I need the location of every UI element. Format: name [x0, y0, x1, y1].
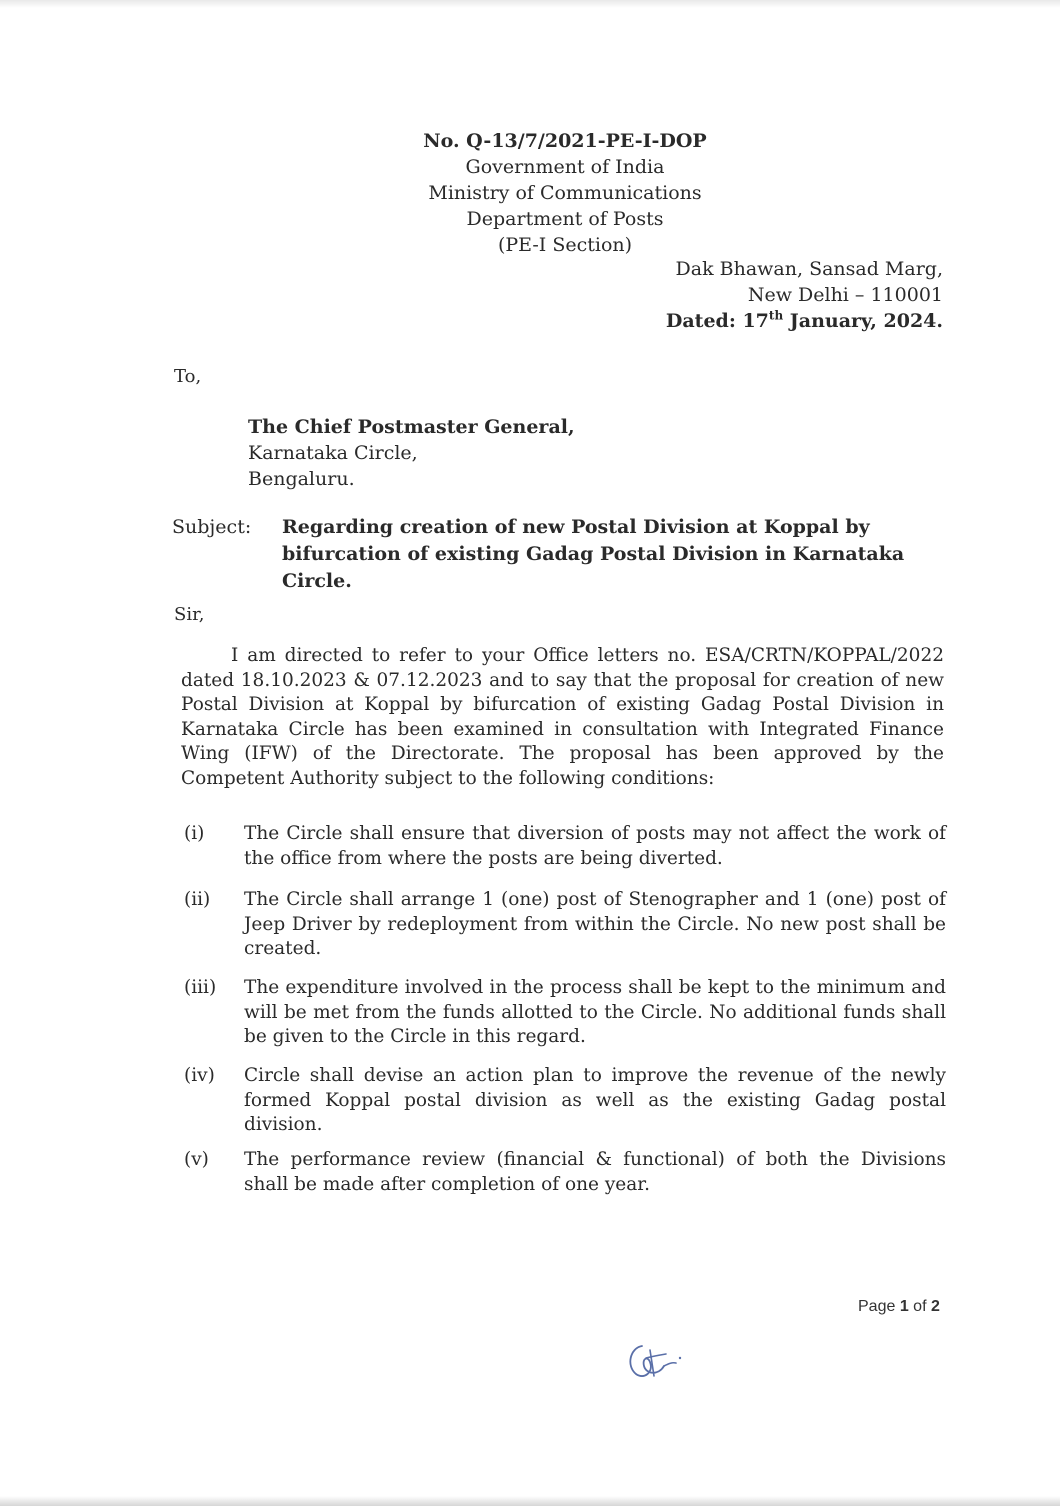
condition-number: (ii): [184, 889, 211, 910]
file-number: No. Q-13/7/2021-PE-I-DOP: [423, 130, 707, 152]
page-total: 2: [930, 1298, 940, 1315]
header-government: Government of India: [465, 156, 665, 178]
salutation-sir: Sir,: [174, 604, 205, 625]
date-prefix: Dated: 17: [665, 310, 769, 332]
date-superscript: th: [768, 308, 784, 323]
condition-text: The performance review (financial & functional) of both the Divisions shall be made after completion of one year.: [244, 1149, 946, 1195]
condition-text: The Circle shall arrange 1 (one) post of Stenographer and 1 (one) post of Jeep Driver by redeployment from within the Circle. No new post shall be created.: [244, 889, 946, 959]
page-current: 1: [899, 1298, 909, 1315]
subject-text: Regarding creation of new Postal Division at Koppal by bifurcation of existing Gadag Postal Division in Karnataka Circle.: [282, 516, 905, 592]
addressee-title: The Chief Postmaster General,: [248, 416, 575, 438]
signature-initials: [620, 1336, 690, 1384]
condition-text: The expenditure involved in the process shall be kept to the minimum and will be met from the funds allotted to the Circle. No additional funds shall be given to the Circle in this regard.: [244, 977, 946, 1047]
addressee-city: Bengaluru.: [248, 468, 355, 490]
condition-text: The Circle shall ensure that diversion of posts may not affect the work of the office from where the posts are being diverted.: [244, 823, 946, 869]
sender-address: [623, 256, 943, 334]
page-number: [858, 1298, 940, 1316]
header-section: (PE-I Section): [497, 234, 633, 256]
condition-number: (iv): [184, 1065, 215, 1086]
addressee-circle: Karnataka Circle,: [248, 442, 418, 464]
date-suffix: January, 2024.: [783, 310, 943, 332]
condition-number: (i): [184, 823, 205, 844]
page-word: Page: [858, 1298, 900, 1315]
subject-label: Subject:: [172, 516, 252, 538]
header-department: Department of Posts: [466, 208, 664, 230]
scan-edge-bottom: [0, 1496, 1060, 1506]
address-line-1: Dak Bhawan, Sansad Marg,: [675, 258, 943, 280]
addressee-block: [248, 414, 575, 492]
header-ministry: Ministry of Communications: [428, 182, 702, 204]
scan-edge-top: [0, 0, 1060, 8]
letter-header: [400, 128, 730, 258]
condition-text: Circle shall devise an action plan to improve the revenue of the newly formed Koppal postal division as well as the existing Gadag postal division.: [244, 1065, 946, 1135]
page-of: of: [908, 1298, 931, 1315]
condition-number: (iii): [184, 977, 217, 998]
condition-number: (v): [184, 1149, 209, 1170]
body-paragraph: I am directed to refer to your Office letters no. ESA/CRTN/KOPPAL/2022 dated 18.10.2023 & 07.12.2023 and to say that the proposal for creation of new Postal Division at Koppal by bifurcation of existing Gadag Postal Division in Karnataka Circle has been examined in consultation with Integrated Finance Wing (IFW) of the Directorate. The proposal has been approved by the Competent Authority subject to the following conditions:: [181, 645, 944, 789]
address-line-2: New Delhi – 110001: [747, 284, 943, 306]
salutation-to: To,: [174, 366, 202, 387]
date-line: [623, 308, 943, 334]
